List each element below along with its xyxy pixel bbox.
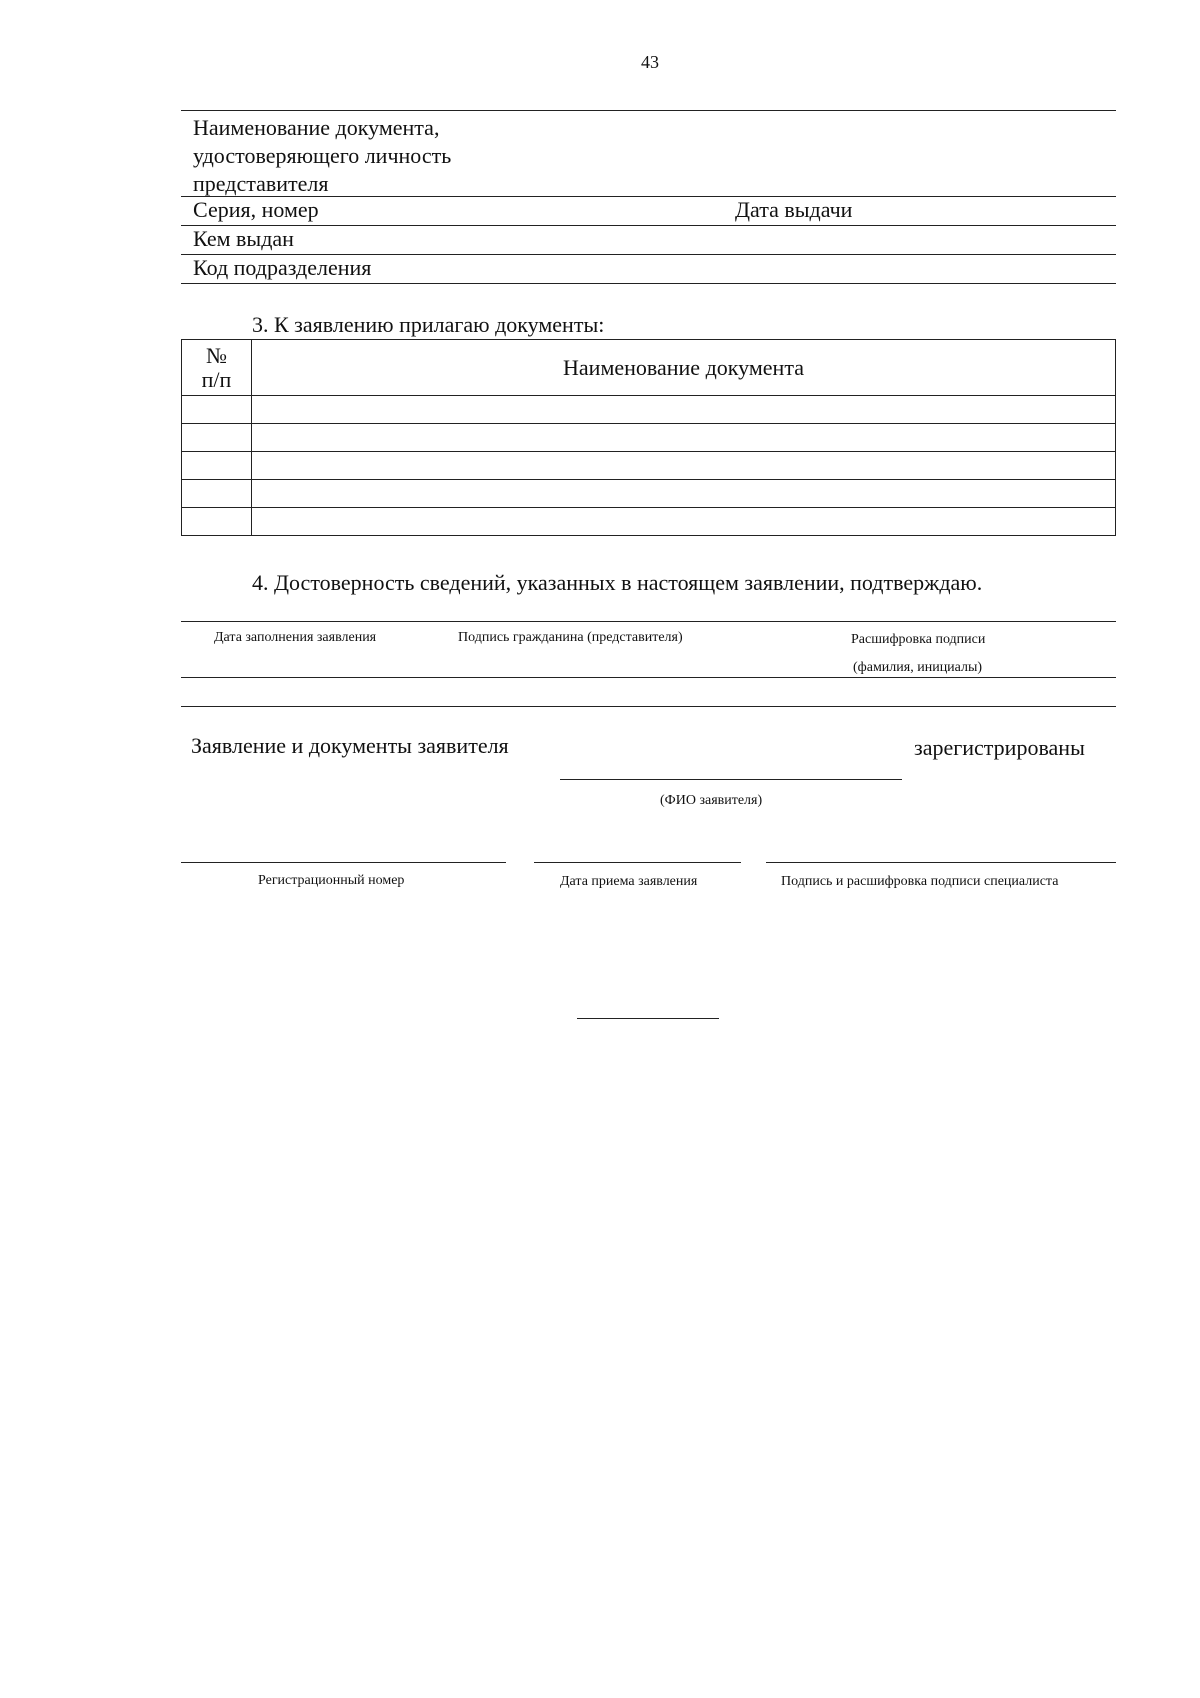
table-cell-document-name[interactable]: [252, 424, 1116, 452]
caption-specialist-signature: Подпись и расшифровка подписи специалиста: [781, 874, 1059, 889]
issue-date-label: Дата выдачи: [735, 197, 853, 222]
caption-registration-number: Регистрационный номер: [258, 873, 405, 888]
table-cell-document-name[interactable]: [252, 508, 1116, 536]
table-row: [182, 424, 1116, 452]
input-line-specialist-signature[interactable]: [766, 862, 1116, 863]
doc-name-line: Наименование документа,: [193, 115, 440, 140]
input-line-series-number[interactable]: [181, 225, 1116, 226]
column-header-number: [182, 340, 252, 396]
caption-fill-date: Дата заполнения заявления: [214, 630, 377, 645]
caption-signature-decoding-sub: (фамилия, инициалы): [853, 660, 983, 675]
table-cell-number[interactable]: [182, 396, 252, 424]
caption-applicant-fio: (ФИО заявителя): [660, 793, 763, 808]
input-line-division-code[interactable]: [181, 283, 1116, 284]
table-header-row: [182, 340, 1116, 396]
doc-name-label: [193, 114, 451, 198]
input-line-applicant-fio[interactable]: [560, 779, 902, 780]
input-line-reg-number[interactable]: [181, 862, 506, 863]
table-cell-document-name[interactable]: [252, 396, 1116, 424]
table-cell-document-name[interactable]: [252, 452, 1116, 480]
divider: [181, 110, 1116, 111]
registration-left-text: Заявление и документы заявителя: [191, 733, 509, 758]
table-row: [182, 396, 1116, 424]
doc-name-line: представителя: [193, 171, 329, 196]
table-cell-number[interactable]: [182, 508, 252, 536]
issued-by-label: Кем выдан: [193, 226, 294, 251]
table-cell-document-name[interactable]: [252, 480, 1116, 508]
end-of-document-rule: [577, 1018, 719, 1019]
table-cell-number[interactable]: [182, 480, 252, 508]
table-cell-number[interactable]: [182, 424, 252, 452]
table-row: [182, 508, 1116, 536]
column-header-document-name: Наименование документа: [252, 340, 1116, 396]
caption-receipt-date: Дата приема заявления: [560, 874, 698, 889]
table-cell-number[interactable]: [182, 452, 252, 480]
section-3-heading: 3. К заявлению прилагаю документы:: [252, 312, 605, 337]
input-line-signature[interactable]: [181, 677, 1116, 678]
input-line-doc-name[interactable]: [181, 196, 1116, 197]
doc-name-line: удостоверяющего личность: [193, 143, 452, 168]
section-4-statement: 4. Достоверность сведений, указанных в настоящем заявлении, подтверждаю.: [252, 570, 983, 595]
series-number-label: Серия, номер: [193, 197, 319, 222]
table-row: [182, 480, 1116, 508]
division-code-label: Код подразделения: [193, 255, 372, 280]
column-header-number-line: №: [206, 342, 227, 368]
registration-right-text: зарегистрированы: [914, 735, 1085, 760]
divider: [181, 621, 1116, 622]
divider: [181, 706, 1116, 707]
input-line-receipt-date[interactable]: [534, 862, 741, 863]
caption-citizen-signature: Подпись гражданина (представителя): [458, 630, 683, 645]
caption-signature-decoding: Расшифровка подписи: [851, 632, 986, 647]
attached-documents-table: [181, 339, 1116, 536]
column-header-number-line: п/п: [201, 366, 232, 392]
table-row: [182, 452, 1116, 480]
page-number: 43: [641, 52, 659, 72]
